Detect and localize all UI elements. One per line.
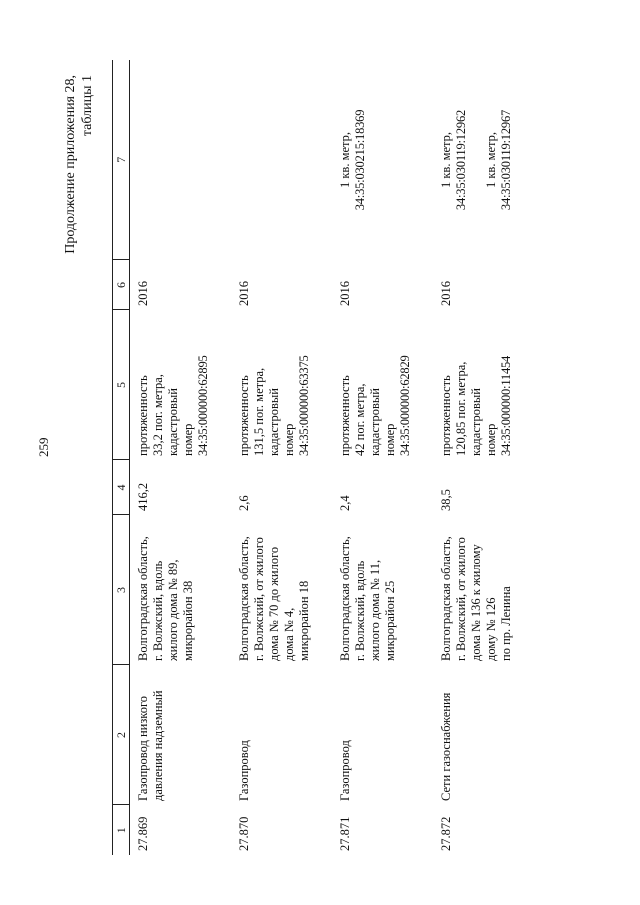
table-row (433, 60, 534, 855)
object-year: 2016 (237, 281, 251, 306)
object-description (332, 310, 433, 460)
column-header-3: 3 (113, 515, 130, 665)
note-line: 34:35:030215:18369 (353, 109, 367, 211)
object-note (231, 60, 332, 260)
row-id: 27.871 (338, 816, 352, 851)
note-line: 1 кв. метр, (439, 131, 453, 189)
header-row (113, 60, 130, 855)
description-line: кадастровый (267, 388, 281, 456)
object-length: 2,4 (338, 495, 352, 511)
description-line: протяженность (136, 375, 150, 456)
object-description (231, 310, 332, 460)
note-line: 1 кв. метр, (338, 131, 352, 189)
object-name (231, 665, 332, 805)
object-year: 2016 (439, 281, 453, 306)
data-table (112, 60, 534, 855)
table-row (332, 60, 433, 855)
object-name-line: давления надземный (151, 690, 165, 801)
row-id: 27.869 (136, 816, 150, 851)
address-line: жилого дома № 11, (368, 559, 382, 661)
note-line: 34:35:030119:12962 (454, 109, 468, 211)
object-length: 2,6 (237, 495, 251, 511)
note-line: 1 кв. метр, (484, 131, 498, 189)
address-line: микрорайон 18 (297, 580, 311, 661)
description-line: номер (484, 423, 498, 456)
address-line: г. Волжский, вдоль (353, 560, 367, 661)
table-row (130, 60, 232, 855)
object-name-line: Газопровод (338, 740, 352, 801)
address-line: дома № 136 к жилому (469, 544, 483, 661)
object-note (130, 60, 232, 260)
row-id: 27.872 (439, 816, 453, 851)
description-line: 131,5 пог. метра, (252, 367, 266, 456)
column-header-1: 1 (113, 805, 130, 855)
address-line: Волгоградская область, (237, 536, 251, 661)
address-line: жилого дома № 89, (166, 559, 180, 661)
object-length: 416,2 (136, 482, 150, 511)
description-line: протяженность (237, 375, 251, 456)
description-line: 120,85 пог. метра, (454, 361, 468, 456)
object-address (231, 515, 332, 665)
object-address (433, 515, 534, 665)
column-header-4: 4 (113, 460, 130, 515)
description-line: 34:35:000000:62895 (196, 355, 210, 456)
object-address (130, 515, 232, 665)
table-row (231, 60, 332, 855)
object-name-line: Газопровод низкого (136, 695, 150, 801)
description-line: 34:35:000000:63375 (297, 355, 311, 456)
caption-line-1: Продолжение приложения 28, (63, 75, 78, 254)
address-line: г. Волжский, вдоль (151, 560, 165, 661)
address-line: дома № 70 до жилого (267, 546, 281, 661)
object-length: 38,5 (439, 489, 453, 511)
object-name-line: Газопровод (237, 740, 251, 801)
description-line: номер (383, 423, 397, 456)
address-line: по пр. Ленина (499, 586, 513, 661)
address-line: микрорайон 25 (383, 580, 397, 661)
address-line: г. Волжский, от жилого (454, 537, 468, 661)
object-description (130, 310, 232, 460)
object-name (130, 665, 232, 805)
description-line: 42 пог. метра, (353, 383, 367, 456)
column-header-2: 2 (113, 665, 130, 805)
description-line: номер (181, 423, 195, 456)
column-header-7: 7 (113, 60, 130, 260)
table-caption (62, 75, 96, 254)
address-line: Волгоградская область, (439, 536, 453, 661)
address-line: г. Волжский, от жилого (252, 537, 266, 661)
object-name (332, 665, 433, 805)
object-description (433, 310, 534, 460)
description-line: номер (282, 423, 296, 456)
description-line: протяженность (338, 375, 352, 456)
row-id: 27.870 (237, 816, 251, 851)
object-note (433, 60, 534, 260)
address-line: Волгоградская область, (136, 536, 150, 661)
note-line: 34:35:030119:12967 (499, 109, 513, 211)
caption-line-2: таблицы 1 (80, 75, 95, 137)
description-line: кадастровый (469, 388, 483, 456)
object-name (433, 665, 534, 805)
description-line: протяженность (439, 375, 453, 456)
address-line: дому № 126 (484, 597, 498, 661)
page-number: 259 (36, 437, 51, 457)
description-line: 34:35:000000:11454 (499, 355, 513, 456)
address-line: Волгоградская область, (338, 536, 352, 661)
address-line: дома № 4, (282, 607, 296, 661)
column-header-6: 6 (113, 260, 130, 310)
description-line: кадастровый (368, 388, 382, 456)
address-line: микрорайон 38 (181, 580, 195, 661)
object-note (332, 60, 433, 260)
note-spacer (469, 64, 484, 256)
object-name-line: Сети газоснабжения (439, 692, 453, 801)
object-address (332, 515, 433, 665)
column-header-5: 5 (113, 310, 130, 460)
description-line: 33,2 пог. метра, (151, 374, 165, 456)
description-line: кадастровый (166, 388, 180, 456)
object-year: 2016 (136, 281, 150, 306)
description-line: 34:35:000000:62829 (398, 355, 412, 456)
object-year: 2016 (338, 281, 352, 306)
